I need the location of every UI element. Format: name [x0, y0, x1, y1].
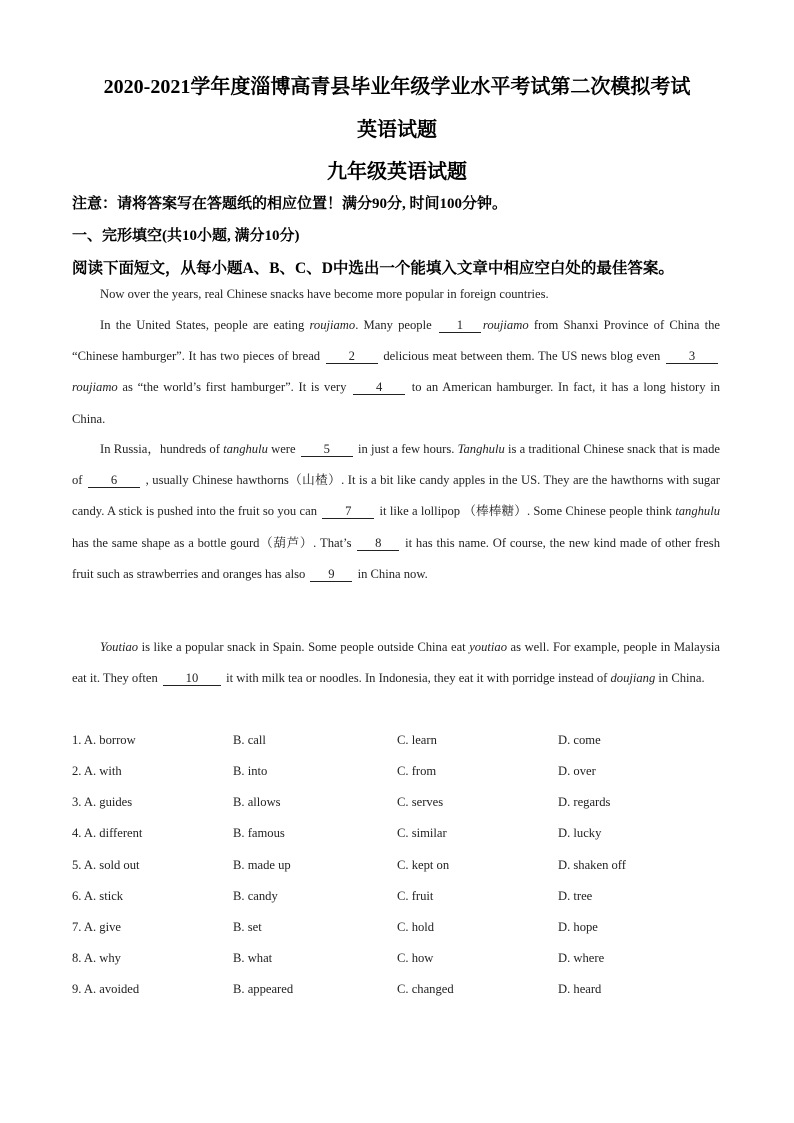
- option-a: 8. A. why: [72, 951, 121, 965]
- passage-text: delicious meat between them. The US news blog even: [379, 349, 664, 364]
- option-b: B. appeared: [233, 982, 294, 996]
- option-d: D. come: [558, 733, 601, 747]
- passage-text: it has this name. Of course, the new kind made of other fresh fruit such as strawberries and oranges has also: [72, 535, 720, 581]
- passage-text: , usually Chinese hawthorns（山楂）. It is a bit like candy apples in the US. They are the hawthorns with sugar candy. A stick is pushed into the fruit so you can: [72, 473, 721, 519]
- instruction-line: 阅读下面短文，从每小题A、B、C、D中选出一个能填入文章中相应空白处的最佳答案。: [72, 260, 674, 277]
- passage-text: hundreds of: [160, 442, 224, 456]
- option-d: D. heard: [558, 982, 602, 996]
- blank-4: 4: [353, 380, 405, 395]
- blank-7: 7: [322, 504, 374, 519]
- exam-subtitle: 英语试题: [357, 119, 437, 141]
- blank-8: 8: [357, 536, 399, 551]
- passage-text: from Shanxi Province of China the “Chinese hamburger”. It has two pieces of bread: [72, 318, 720, 364]
- passage-text: in just a few hours.: [354, 442, 458, 456]
- passage-italic-term: roujiamo: [309, 318, 356, 332]
- blank-5: 5: [301, 442, 353, 457]
- passage-text: it like a lollipop （棒棒糖）. Some Chinese people think: [376, 504, 676, 519]
- option-a: 4. A. different: [72, 826, 143, 840]
- exam-main-title: 2020-2021学年度淄博高青县毕业年级学业水平考试第二次模拟考试: [103, 76, 691, 98]
- passage-text: in China now.: [354, 566, 428, 581]
- passage-text: In Russia: [100, 442, 148, 456]
- blank-2: 2: [326, 349, 378, 364]
- option-a: 1. A. borrow: [72, 733, 136, 747]
- passage-text: In the United States, people are eating: [100, 318, 310, 332]
- passage-paragraph-4: [72, 632, 720, 694]
- passage-italic-term: Youtiao: [100, 640, 139, 654]
- blank-3: 3: [666, 349, 718, 364]
- passage-paragraph-3: [72, 434, 720, 590]
- option-d: D. regards: [558, 795, 611, 809]
- question-3-options: [72, 795, 732, 815]
- question-9-options: [72, 982, 732, 1002]
- question-6-options: [72, 889, 732, 909]
- option-b: B. call: [233, 733, 266, 747]
- passage-text: in China.: [655, 671, 705, 686]
- option-c: C. from: [397, 764, 437, 778]
- passage-text: were: [267, 442, 299, 456]
- passage-text: ，: [147, 442, 161, 456]
- option-c: C. similar: [397, 826, 447, 840]
- blank-10: 10: [163, 671, 221, 686]
- option-d: D. lucky: [558, 826, 602, 840]
- passage-paragraph-2: [72, 310, 720, 435]
- option-b: B. into: [233, 764, 268, 778]
- question-7-options: [72, 920, 732, 940]
- option-c: C. how: [397, 951, 434, 965]
- passage-text: has the same shape as a bottle gourd（葫芦）. That’s: [72, 535, 356, 550]
- passage-text: is like a popular snack in Spain. Some people outside China eat: [138, 640, 470, 654]
- passage-italic-term: youtiao: [469, 640, 507, 654]
- option-a: 3. A. guides: [72, 795, 133, 809]
- passage-paragraph-1: [72, 279, 720, 310]
- passage-text: as “the world’s first hamburger”. It is very: [117, 380, 352, 395]
- option-b: B. set: [233, 920, 262, 934]
- option-c: C. changed: [397, 982, 454, 996]
- passage-text: to an American hamburger. In fact, it has a long history in China.: [72, 380, 721, 426]
- option-a: 6. A. stick: [72, 889, 124, 903]
- passage-italic-term: roujiamo: [482, 318, 529, 332]
- option-d: D. shaken off: [558, 858, 626, 872]
- option-c: C. serves: [397, 795, 444, 809]
- option-d: D. tree: [558, 889, 593, 903]
- option-b: B. candy: [233, 889, 278, 903]
- option-b: B. made up: [233, 858, 291, 872]
- option-a: 5. A. sold out: [72, 858, 140, 872]
- option-c: C. learn: [397, 733, 437, 747]
- question-5-options: [72, 858, 732, 878]
- option-a: 7. A. give: [72, 920, 121, 934]
- option-a: 9. A. avoided: [72, 982, 140, 996]
- passage-text: is a traditional Chinese snack that is made of: [72, 442, 721, 488]
- question-1-options: [72, 733, 732, 753]
- passage-text: . Many people: [355, 318, 437, 332]
- option-b: B. famous: [233, 826, 285, 840]
- option-c: C. hold: [397, 920, 435, 934]
- section-heading: 一、完形填空(共10小题, 满分10分): [72, 228, 300, 244]
- option-c: C. kept on: [397, 858, 450, 872]
- passage-text: it with milk tea or noodles. In Indonesia, they eat it with porridge instead of: [222, 671, 611, 686]
- passage-text: as well. For example, people in Malaysia eat it. They often: [72, 640, 720, 686]
- blank-6: 6: [88, 473, 140, 488]
- option-b: B. what: [233, 951, 273, 965]
- grade-title: 九年级英语试题: [327, 161, 467, 183]
- option-b: B. allows: [233, 795, 281, 809]
- blank-9: 9: [310, 567, 352, 582]
- question-8-options: [72, 951, 732, 971]
- passage-italic-term: tanghulu: [675, 504, 721, 519]
- passage-italic-term: Tanghulu: [457, 442, 505, 456]
- passage-italic-term: roujiamo: [72, 380, 118, 395]
- option-d: D. hope: [558, 920, 598, 934]
- passage-italic-term: tanghulu: [223, 442, 268, 456]
- option-d: D. over: [558, 764, 596, 778]
- question-2-options: [72, 764, 732, 784]
- option-c: C. fruit: [397, 889, 434, 903]
- blank-1: 1: [439, 318, 481, 333]
- question-4-options: [72, 826, 732, 846]
- passage-italic-term: doujiang: [610, 671, 656, 686]
- option-a: 2. A. with: [72, 764, 122, 778]
- notice-line: 注意：请将答案写在答题纸的相应位置！满分90分, 时间100分钟。: [72, 196, 508, 212]
- passage-text: Now over the years, real Chinese snacks have become more popular in foreign countries.: [100, 287, 549, 301]
- option-d: D. where: [558, 951, 605, 965]
